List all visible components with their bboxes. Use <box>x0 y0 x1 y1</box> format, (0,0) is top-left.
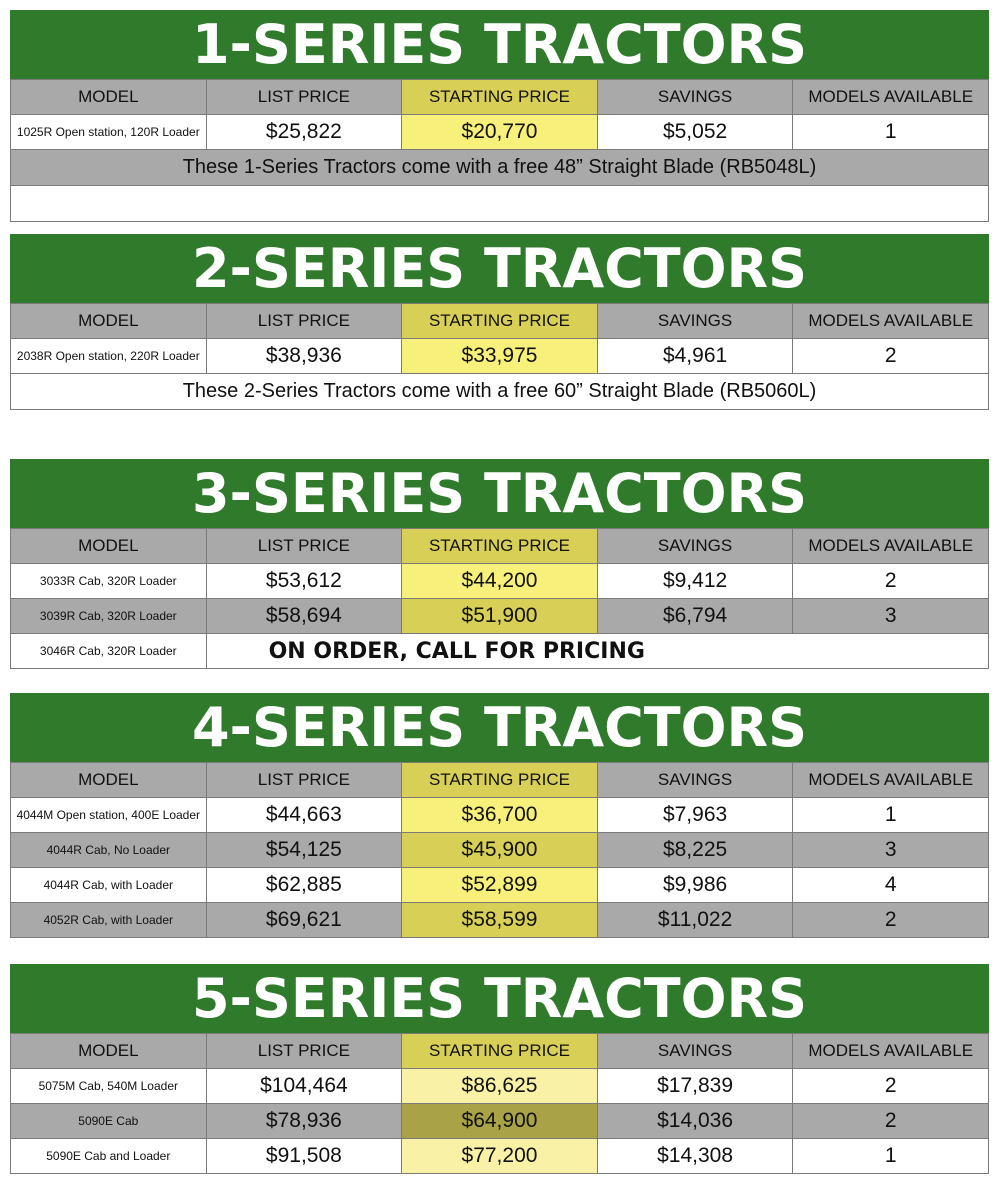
list-price-cell: $25,822 <box>206 115 402 150</box>
models-available-cell: 2 <box>793 903 989 938</box>
table-row <box>11 1069 989 1104</box>
list-price-cell: $58,694 <box>206 599 402 634</box>
models-available-cell: 4 <box>793 868 989 903</box>
models-available-cell: 1 <box>793 115 989 150</box>
list-price-cell: $69,621 <box>206 903 402 938</box>
list-price-cell: $54,125 <box>206 833 402 868</box>
starting-price-cell: $20,770 <box>402 115 598 150</box>
header-list-price: LIST PRICE <box>206 304 402 339</box>
model-cell: 4044M Open station, 400E Loader <box>11 798 207 833</box>
header-models-available: MODELS AVAILABLE <box>793 529 989 564</box>
model-cell: 4044R Cab, No Loader <box>11 833 207 868</box>
savings-cell: $9,986 <box>597 868 793 903</box>
header-savings: SAVINGS <box>597 1034 793 1069</box>
series-2-section <box>10 234 989 410</box>
price-table <box>10 79 989 150</box>
starting-price-cell: $77,200 <box>402 1139 598 1174</box>
table-row <box>11 1139 989 1174</box>
savings-cell: $17,839 <box>597 1069 793 1104</box>
starting-price-cell: $51,900 <box>402 599 598 634</box>
list-price-cell: $53,612 <box>206 564 402 599</box>
models-available-cell: 3 <box>793 833 989 868</box>
model-cell: 2038R Open station, 220R Loader <box>11 339 207 374</box>
model-cell: 4044R Cab, with Loader <box>11 868 207 903</box>
header-savings: SAVINGS <box>597 80 793 115</box>
savings-cell: $4,961 <box>597 339 793 374</box>
blank-row <box>10 186 989 222</box>
price-table <box>10 528 989 669</box>
header-starting-price: STARTING PRICE <box>402 80 598 115</box>
header-row <box>11 529 989 564</box>
models-available-cell: 2 <box>793 1069 989 1104</box>
header-starting-price: STARTING PRICE <box>402 1034 598 1069</box>
starting-price-cell: $45,900 <box>402 833 598 868</box>
table-row <box>11 868 989 903</box>
starting-price-cell: $44,200 <box>402 564 598 599</box>
savings-cell: $9,412 <box>597 564 793 599</box>
price-table <box>10 1033 989 1174</box>
list-price-cell: $104,464 <box>206 1069 402 1104</box>
table-row <box>11 115 989 150</box>
model-cell: 5090E Cab <box>11 1104 207 1139</box>
model-cell: 3039R Cab, 320R Loader <box>11 599 207 634</box>
starting-price-cell: $58,599 <box>402 903 598 938</box>
header-row <box>11 1034 989 1069</box>
series-3-section <box>10 459 989 669</box>
model-cell: 3046R Cab, 320R Loader <box>11 634 207 669</box>
header-row <box>11 80 989 115</box>
savings-cell: $14,036 <box>597 1104 793 1139</box>
model-cell: 5075M Cab, 540M Loader <box>11 1069 207 1104</box>
table-row <box>11 599 989 634</box>
savings-cell: $11,022 <box>597 903 793 938</box>
header-savings: SAVINGS <box>597 763 793 798</box>
header-models-available: MODELS AVAILABLE <box>793 304 989 339</box>
header-savings: SAVINGS <box>597 529 793 564</box>
series-5-section <box>10 964 989 1174</box>
savings-cell: $7,963 <box>597 798 793 833</box>
price-table <box>10 762 989 938</box>
header-savings: SAVINGS <box>597 304 793 339</box>
series-1-section <box>10 10 989 222</box>
header-models-available: MODELS AVAILABLE <box>793 80 989 115</box>
header-model: MODEL <box>11 80 207 115</box>
starting-price-cell: $64,900 <box>402 1104 598 1139</box>
model-cell: 1025R Open station, 120R Loader <box>11 115 207 150</box>
list-price-cell: $78,936 <box>206 1104 402 1139</box>
list-price-cell: $62,885 <box>206 868 402 903</box>
header-model: MODEL <box>11 529 207 564</box>
free-blade-note: These 1-Series Tractors come with a free 48” Straight Blade (RB5048L) <box>10 150 989 186</box>
savings-cell: $5,052 <box>597 115 793 150</box>
price-table <box>10 303 989 374</box>
series-title: 2-SERIES TRACTORS <box>10 234 989 303</box>
header-models-available: MODELS AVAILABLE <box>793 1034 989 1069</box>
header-starting-price: STARTING PRICE <box>402 529 598 564</box>
savings-cell: $8,225 <box>597 833 793 868</box>
header-list-price: LIST PRICE <box>206 80 402 115</box>
starting-price-cell: $36,700 <box>402 798 598 833</box>
models-available-cell: 2 <box>793 1104 989 1139</box>
list-price-cell: $38,936 <box>206 339 402 374</box>
header-starting-price: STARTING PRICE <box>402 763 598 798</box>
models-available-cell: 2 <box>793 339 989 374</box>
table-row <box>11 564 989 599</box>
header-list-price: LIST PRICE <box>206 763 402 798</box>
table-row <box>11 798 989 833</box>
table-row <box>11 1104 989 1139</box>
header-starting-price: STARTING PRICE <box>402 304 598 339</box>
series-title: 5-SERIES TRACTORS <box>10 964 989 1033</box>
header-list-price: LIST PRICE <box>206 529 402 564</box>
table-row <box>11 903 989 938</box>
model-cell: 3033R Cab, 320R Loader <box>11 564 207 599</box>
header-row <box>11 763 989 798</box>
models-available-cell: 3 <box>793 599 989 634</box>
header-model: MODEL <box>11 304 207 339</box>
header-model: MODEL <box>11 763 207 798</box>
starting-price-cell: $33,975 <box>402 339 598 374</box>
models-available-cell <box>793 634 989 669</box>
models-available-cell: 1 <box>793 798 989 833</box>
starting-price-cell: $86,625 <box>402 1069 598 1104</box>
list-price-cell: $44,663 <box>206 798 402 833</box>
list-price-cell: $91,508 <box>206 1139 402 1174</box>
header-model: MODEL <box>11 1034 207 1069</box>
free-blade-note: These 2-Series Tractors come with a free 60” Straight Blade (RB5060L) <box>10 374 989 410</box>
table-row <box>11 634 989 669</box>
starting-price-cell: $52,899 <box>402 868 598 903</box>
model-cell: 4052R Cab, with Loader <box>11 903 207 938</box>
series-4-section <box>10 693 989 938</box>
series-title: 1-SERIES TRACTORS <box>10 10 989 79</box>
header-row <box>11 304 989 339</box>
series-title: 3-SERIES TRACTORS <box>10 459 989 528</box>
series-title: 4-SERIES TRACTORS <box>10 693 989 762</box>
table-row <box>11 833 989 868</box>
table-row <box>11 339 989 374</box>
savings-cell: $6,794 <box>597 599 793 634</box>
model-cell: 5090E Cab and Loader <box>11 1139 207 1174</box>
savings-cell: $14,308 <box>597 1139 793 1174</box>
models-available-cell: 1 <box>793 1139 989 1174</box>
models-available-cell: 2 <box>793 564 989 599</box>
header-list-price: LIST PRICE <box>206 1034 402 1069</box>
header-models-available: MODELS AVAILABLE <box>793 763 989 798</box>
on-order-status: ON ORDER, CALL FOR PRICING <box>206 634 793 669</box>
